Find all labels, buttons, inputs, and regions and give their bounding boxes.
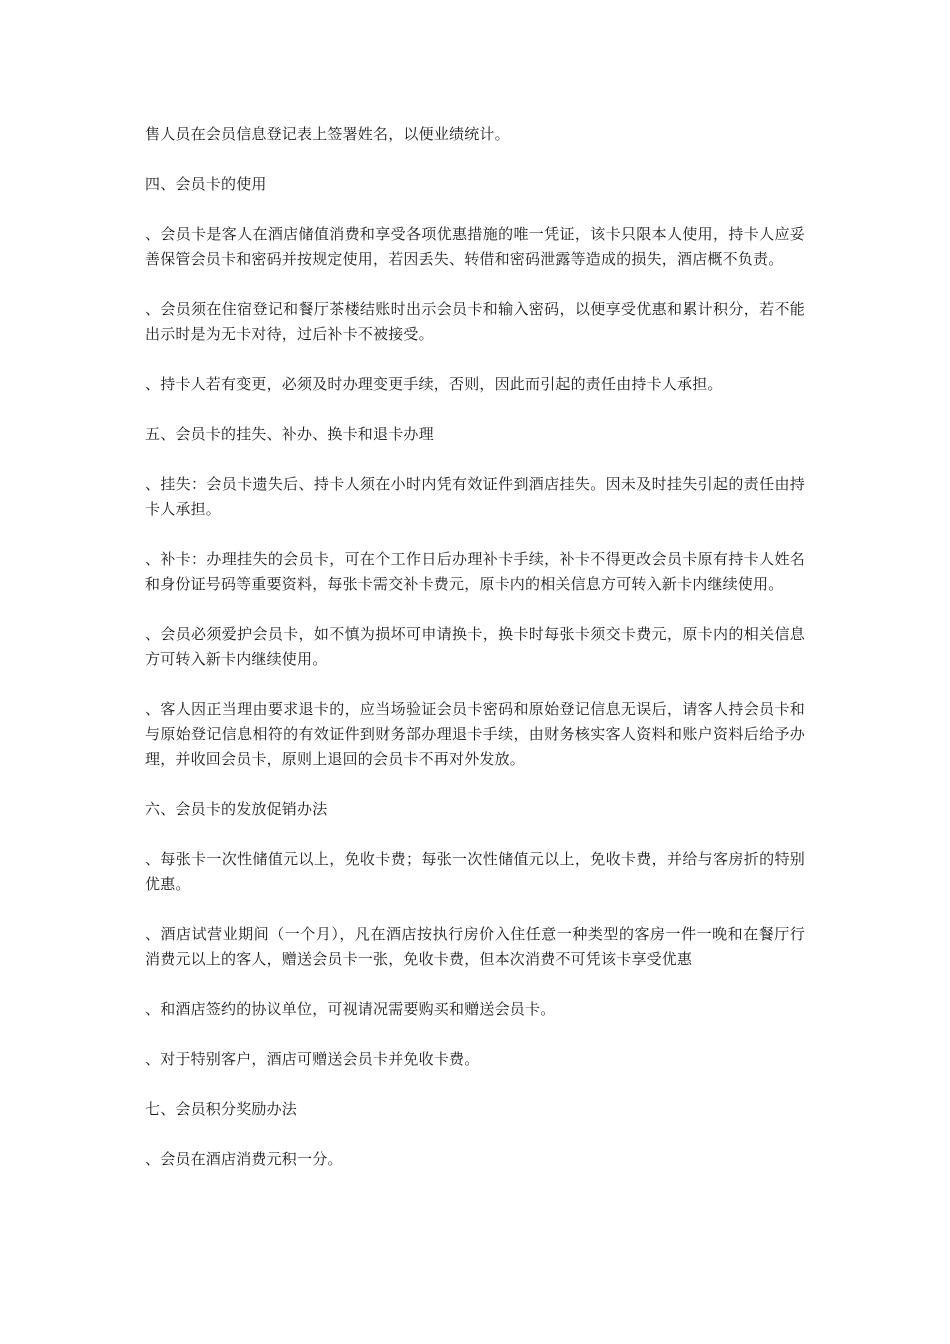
section-heading-promotion: 六、会员卡的发放促销办法	[145, 800, 328, 818]
section-heading-card-usage: 四、会员卡的使用	[145, 175, 267, 193]
paragraph-reissue: 、补卡：办理挂失的会员卡，可在个工作日后办理补卡手续，补卡不得更改会员卡原有持卡人姓名和身份证号码等重要资料，每张卡需交补卡费元，原卡内的相关信息方可转入新卡内继续使用。	[145, 550, 805, 593]
paragraph-promotion-3: 、和酒店签约的协议单位，可视请况需要购买和赠送会员卡。	[145, 1000, 556, 1018]
paragraph-promotion-2: 、酒店试营业期间（一个月），凡在酒店按执行房价入住任意一种类型的客房一件一晚和在餐厅行消费元以上的客人，赠送会员卡一张，免收卡费，但本次消费不可凭该卡享受优惠	[145, 925, 805, 968]
document-body	[145, 122, 805, 1197]
paragraph-promotion-4: 、对于特别客户，酒店可赠送会员卡并免收卡费。	[145, 1050, 480, 1068]
paragraph-sales-signature: 售人员在会员信息登记表上签署姓名，以便业绩统计。	[145, 125, 510, 143]
paragraph-loss-report: 、挂失：会员卡遗失后、持卡人须在小时内凭有效证件到酒店挂失。因未及时挂失引起的责任由持卡人承担。	[145, 475, 805, 518]
paragraph-promotion-1: 、每张卡一次性储值元以上，免收卡费；每张一次性储值元以上，免收卡费，并给与客房折的特别优惠。	[145, 850, 805, 893]
paragraph-usage-1: 、会员卡是客人在酒店储值消费和享受各项优惠措施的唯一凭证，该卡只限本人使用，持卡人应妥善保管会员卡和密码并按规定使用，若因丢失、转借和密码泄露等造成的损失，酒店概不负责。	[145, 225, 805, 268]
paragraph-usage-2: 、会员须在住宿登记和餐厅茶楼结账时出示会员卡和输入密码，以便享受优惠和累计积分，若不能出示时是为无卡对待，过后补卡不被接受。	[145, 300, 805, 343]
section-heading-loss-replacement: 五、会员卡的挂失、补办、换卡和退卡办理	[145, 425, 434, 443]
paragraph-usage-3: 、持卡人若有变更，必须及时办理变更手续，否则，因此而引起的责任由持卡人承担。	[145, 375, 723, 393]
paragraph-refund: 、客人因正当理由要求退卡的，应当场验证会员卡密码和原始登记信息无误后，请客人持会员卡和与原始登记信息相符的有效证件到财务部办理退卡手续，由财务核实客人资料和账户资料后给予办理，并收回会员卡，原则上退回的会员卡不再对外发放。	[145, 700, 805, 768]
paragraph-points-1: 、会员在酒店消费元积一分。	[145, 1150, 343, 1168]
section-heading-points: 七、会员积分奖励办法	[145, 1100, 298, 1118]
paragraph-exchange: 、会员必须爱护会员卡，如不慎为损坏可申请换卡，换卡时每张卡须交卡费元，原卡内的相关信息方可转入新卡内继续使用。	[145, 625, 805, 668]
